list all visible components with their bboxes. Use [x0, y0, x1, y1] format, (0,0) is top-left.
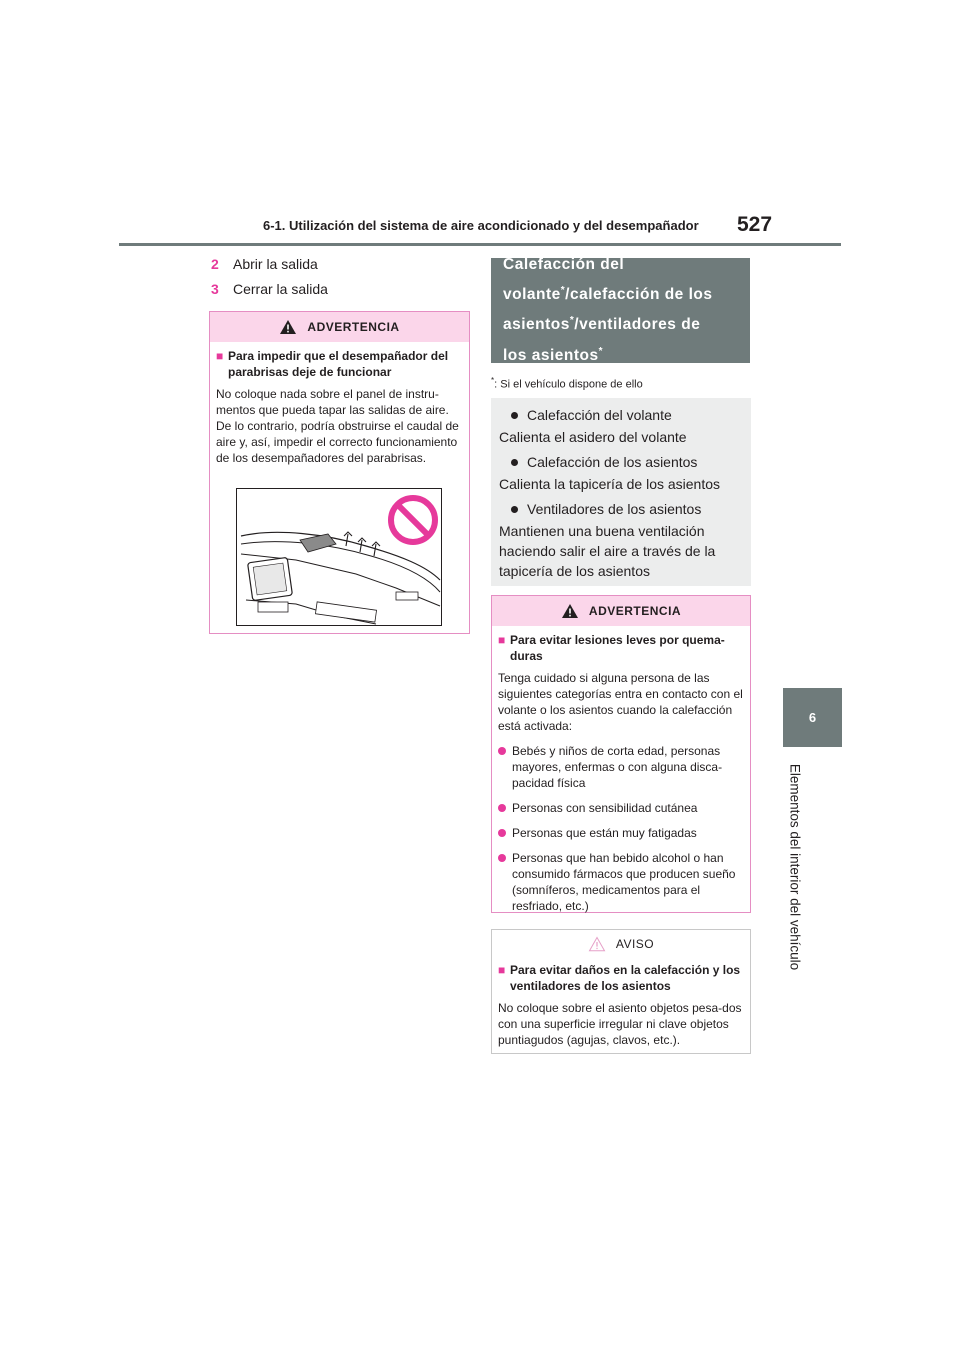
notice-header [492, 930, 750, 958]
warning-body: Tenga cuidado si alguna persona de las siguientes categorías entra en contacto con el volante o los asientos cuando la calefacción está activada: [498, 671, 743, 733]
step-number: 3 [211, 281, 219, 297]
warning-heading: ADVERTENCIA [588, 604, 682, 618]
list-item: Personas que están muy fatigadas [498, 825, 744, 841]
bullet-dot-icon [498, 804, 506, 812]
warning-triangle-icon [561, 603, 579, 619]
feature-list [491, 398, 751, 586]
step-text: Cerrar la salida [233, 281, 328, 297]
page-number: 527 [737, 213, 773, 236]
feature-seat-heater: Calefacción de los asientos [499, 454, 743, 470]
square-bullet-icon: ■ [216, 349, 224, 363]
section-title-line-2: volante*/calefacción de los [503, 285, 713, 304]
warning-header [210, 312, 469, 342]
list-item: Bebés y niños de corta edad, personas mayores, enfermas o con alguna disca-pacidad física [498, 743, 744, 791]
square-bullet-icon: ■ [498, 963, 506, 977]
warning-title-text: Para impedir que el desempañador del parabrisas deje de funcionar [228, 349, 449, 379]
section-title-line-4: los asientos* [503, 345, 603, 364]
warning-box-burns [491, 595, 751, 913]
chapter-label [770, 762, 820, 972]
feature-desc: Mantienen una buena ventilación haciendo salir el aire a través de la tapicería de los asientos [499, 523, 716, 579]
dashboard-illustration [236, 488, 442, 626]
header-rule [119, 243, 841, 246]
warning-title-text: Para evitar lesiones leves por quema-duras [510, 633, 725, 663]
feature-seat-ventilator: Ventiladores de los asientos [499, 501, 743, 517]
warning-title [498, 632, 744, 664]
notice-heading: AVISO [615, 937, 655, 951]
section-title [491, 258, 750, 363]
bullet-dot-icon [498, 747, 506, 755]
notice-body: No coloque sobre el asiento objetos pesa-dos con una superficie irregular ni clave objetos puntiagudos (agujas, clavos, etc.). [498, 1001, 742, 1047]
bullet-dot-icon [511, 459, 518, 466]
feature-desc: Calienta el asidero del volante [499, 429, 687, 445]
notice-box [491, 929, 751, 1054]
list-item: Personas con sensibilidad cutánea [498, 800, 744, 816]
notice-title [498, 962, 744, 994]
bullet-dot-icon [511, 412, 518, 419]
bullet-dot-icon [511, 506, 518, 513]
bullet-dot-icon [498, 854, 506, 862]
warning-header [492, 596, 750, 626]
list-item: Personas que han bebido alcohol o han consumido fármacos que producen sueño (somníferos, medicamentos para el resfriado, etc.) [498, 850, 744, 914]
bullet-dot-icon [498, 829, 506, 837]
warning-body: No coloque nada sobre el panel de instru-mentos que pueda tapar las salidas de aire. De lo contrario, podría obstruirse el caudal de aire y, así, impedir el correcto funcionamiento de los desempañadores del parabrisas. [216, 387, 459, 465]
warning-triangle-icon [279, 319, 297, 335]
footnote: *: Si el vehículo dispone de ello [491, 376, 643, 391]
notice-title-text: Para evitar daños en la calefacción y los ventiladores de los asientos [510, 963, 741, 993]
chapter-tab: 6 [783, 688, 842, 747]
caution-triangle-icon [588, 936, 606, 952]
step-number: 2 [211, 256, 219, 272]
section-title-line-1: Calefacción del [503, 256, 625, 274]
step-2 [211, 256, 318, 272]
square-bullet-icon: ■ [498, 633, 506, 647]
section-title-line-3: asientos*/ventiladores de [503, 315, 701, 334]
feature-desc: Calienta la tapicería de los asientos [499, 476, 721, 492]
feature-steering-heater: Calefacción del volante [499, 407, 743, 423]
step-3 [211, 281, 328, 297]
running-header: 6-1. Utilización del sistema de aire acondicionado y del desempañador [263, 218, 699, 233]
chapter-label-text: Elementos del interior del vehículo [787, 763, 803, 971]
warning-box-defroster [209, 311, 470, 634]
step-text: Abrir la salida [233, 256, 318, 272]
warning-title [216, 348, 463, 380]
warning-heading: ADVERTENCIA [307, 320, 400, 334]
